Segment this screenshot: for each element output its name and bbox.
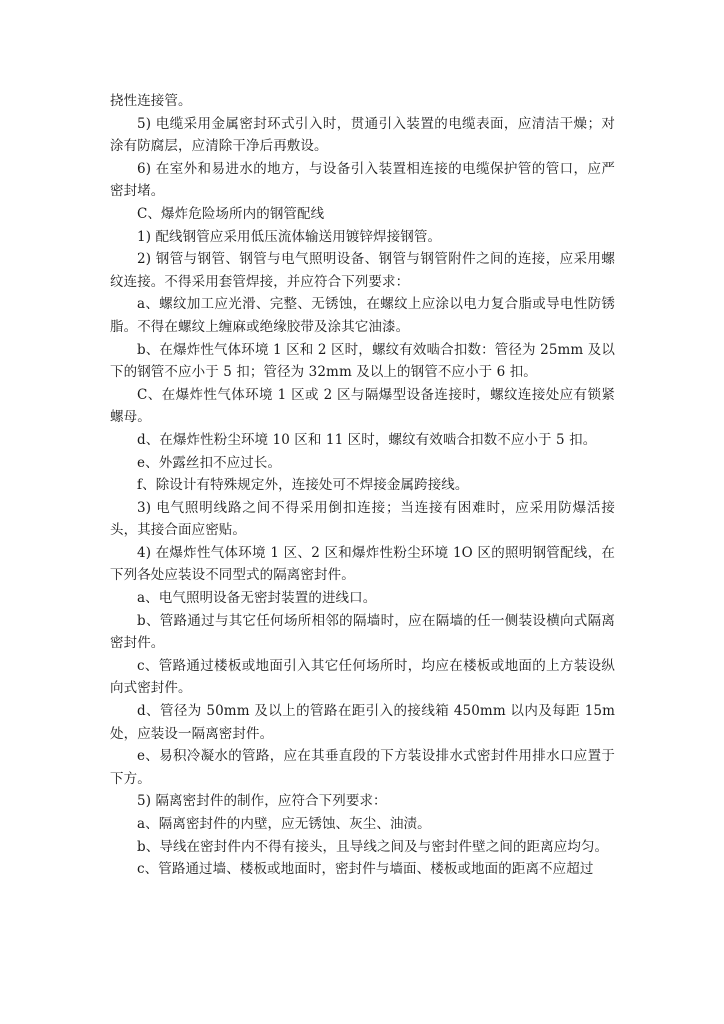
paragraph-21: b、导线在密封件内不得有接头，且导线之间及与密封件壁之间的距离应均匀。 — [137, 838, 609, 855]
paragraph-5: 2) 钢管与钢管、钢管与电气照明设备、钢管与钢管附件之间的连接，应采用螺纹连接。不得采用套管焊接，并应符合下列要求： — [110, 251, 615, 290]
paragraph-10: e、外露丝扣不应过长。 — [137, 454, 282, 471]
paragraph-8: C、在爆炸性气体环境 1 区或 2 区与隔爆型设备连接时，螺纹连接处应有锁紧螺母。 — [110, 386, 615, 426]
paragraph-16: c、管路通过楼板或地面引入其它任何场所时，均应在楼板或地面的上方装设纵向式密封件。 — [110, 657, 615, 697]
paragraph-7: b、在爆炸性气体环境 1 区和 2 区时，螺纹有效啮合扣数：管径为 25mm 及以下的钢管不应小于 5 扣；管径为 32mm 及以上的钢管不应小于 6 扣。 — [110, 341, 615, 381]
paragraph-17: d、管径为 50mm 及以上的管路在距引入的接线箱 450mm 以内及每距 15m 处，应装设一隔离密封件。 — [110, 703, 615, 742]
paragraph-18: e、易积冷凝水的管路，应在其垂直段的下方装设排水式密封件用排水口应置于下方。 — [110, 748, 615, 787]
paragraph-13: 4) 在爆炸性气体环境 1 区、2 区和爆炸性粉尘环境 1O 区的照明钢管配线，在下列各处应装设不同型式的隔离密封件。 — [110, 544, 615, 584]
paragraph-19: 5) 隔离密封件的制作，应符合下列要求： — [137, 793, 387, 810]
paragraph-14: a、电气照明设备无密封装置的进线口。 — [137, 590, 377, 607]
paragraph-4: 1) 配线钢管应采用低压流体输送用镀锌焊接钢管。 — [137, 228, 442, 245]
paragraph-22: c、管路通过墙、楼板或地面时，密封件与墙面、楼板或地面的距离不应超过 — [137, 861, 594, 878]
paragraph-9: d、在爆炸性粉尘环境 10 区和 11 区时，螺纹有效啮合扣数不应小于 5 扣。 — [137, 431, 597, 448]
paragraph-6: a、螺纹加工应光滑、完整、无锈蚀，在螺纹上应涂以电力复合脂或导电性防锈脂。不得在螺纹上缠麻或绝缘胶带及涂其它油漆。 — [110, 296, 615, 335]
paragraph-15: b、管路通过与其它任何场所相邻的隔墙时，应在隔墙的任一侧装设横向式隔离密封件。 — [110, 612, 615, 652]
paragraph-0: 挠性连接管。 — [110, 93, 192, 109]
document-body — [110, 90, 615, 881]
paragraph-2: 6) 在室外和易进水的地方，与设备引入装置相连接的电缆保护管的管口，应严密封堵。 — [110, 160, 615, 200]
paragraph-11: f、除设计有特殊规定外，连接处可不焊接金属跨接线。 — [137, 477, 469, 494]
paragraph-1: 5) 电缆采用金属密封环式引入时，贯通引入装置的电缆表面，应清洁干燥；对涂有防腐层，应清除干净后再敷设。 — [110, 115, 615, 155]
section-heading-c: C、爆炸危险场所内的钢管配线 — [137, 205, 325, 222]
paragraph-12: 3) 电气照明线路之间不得采用倒扣连接；当连接有困难时，应采用防爆活接头，其接合面应密贴。 — [110, 499, 615, 539]
paragraph-20: a、隔离密封件的内壁，应无锈蚀、灰尘、油渍。 — [137, 816, 431, 832]
